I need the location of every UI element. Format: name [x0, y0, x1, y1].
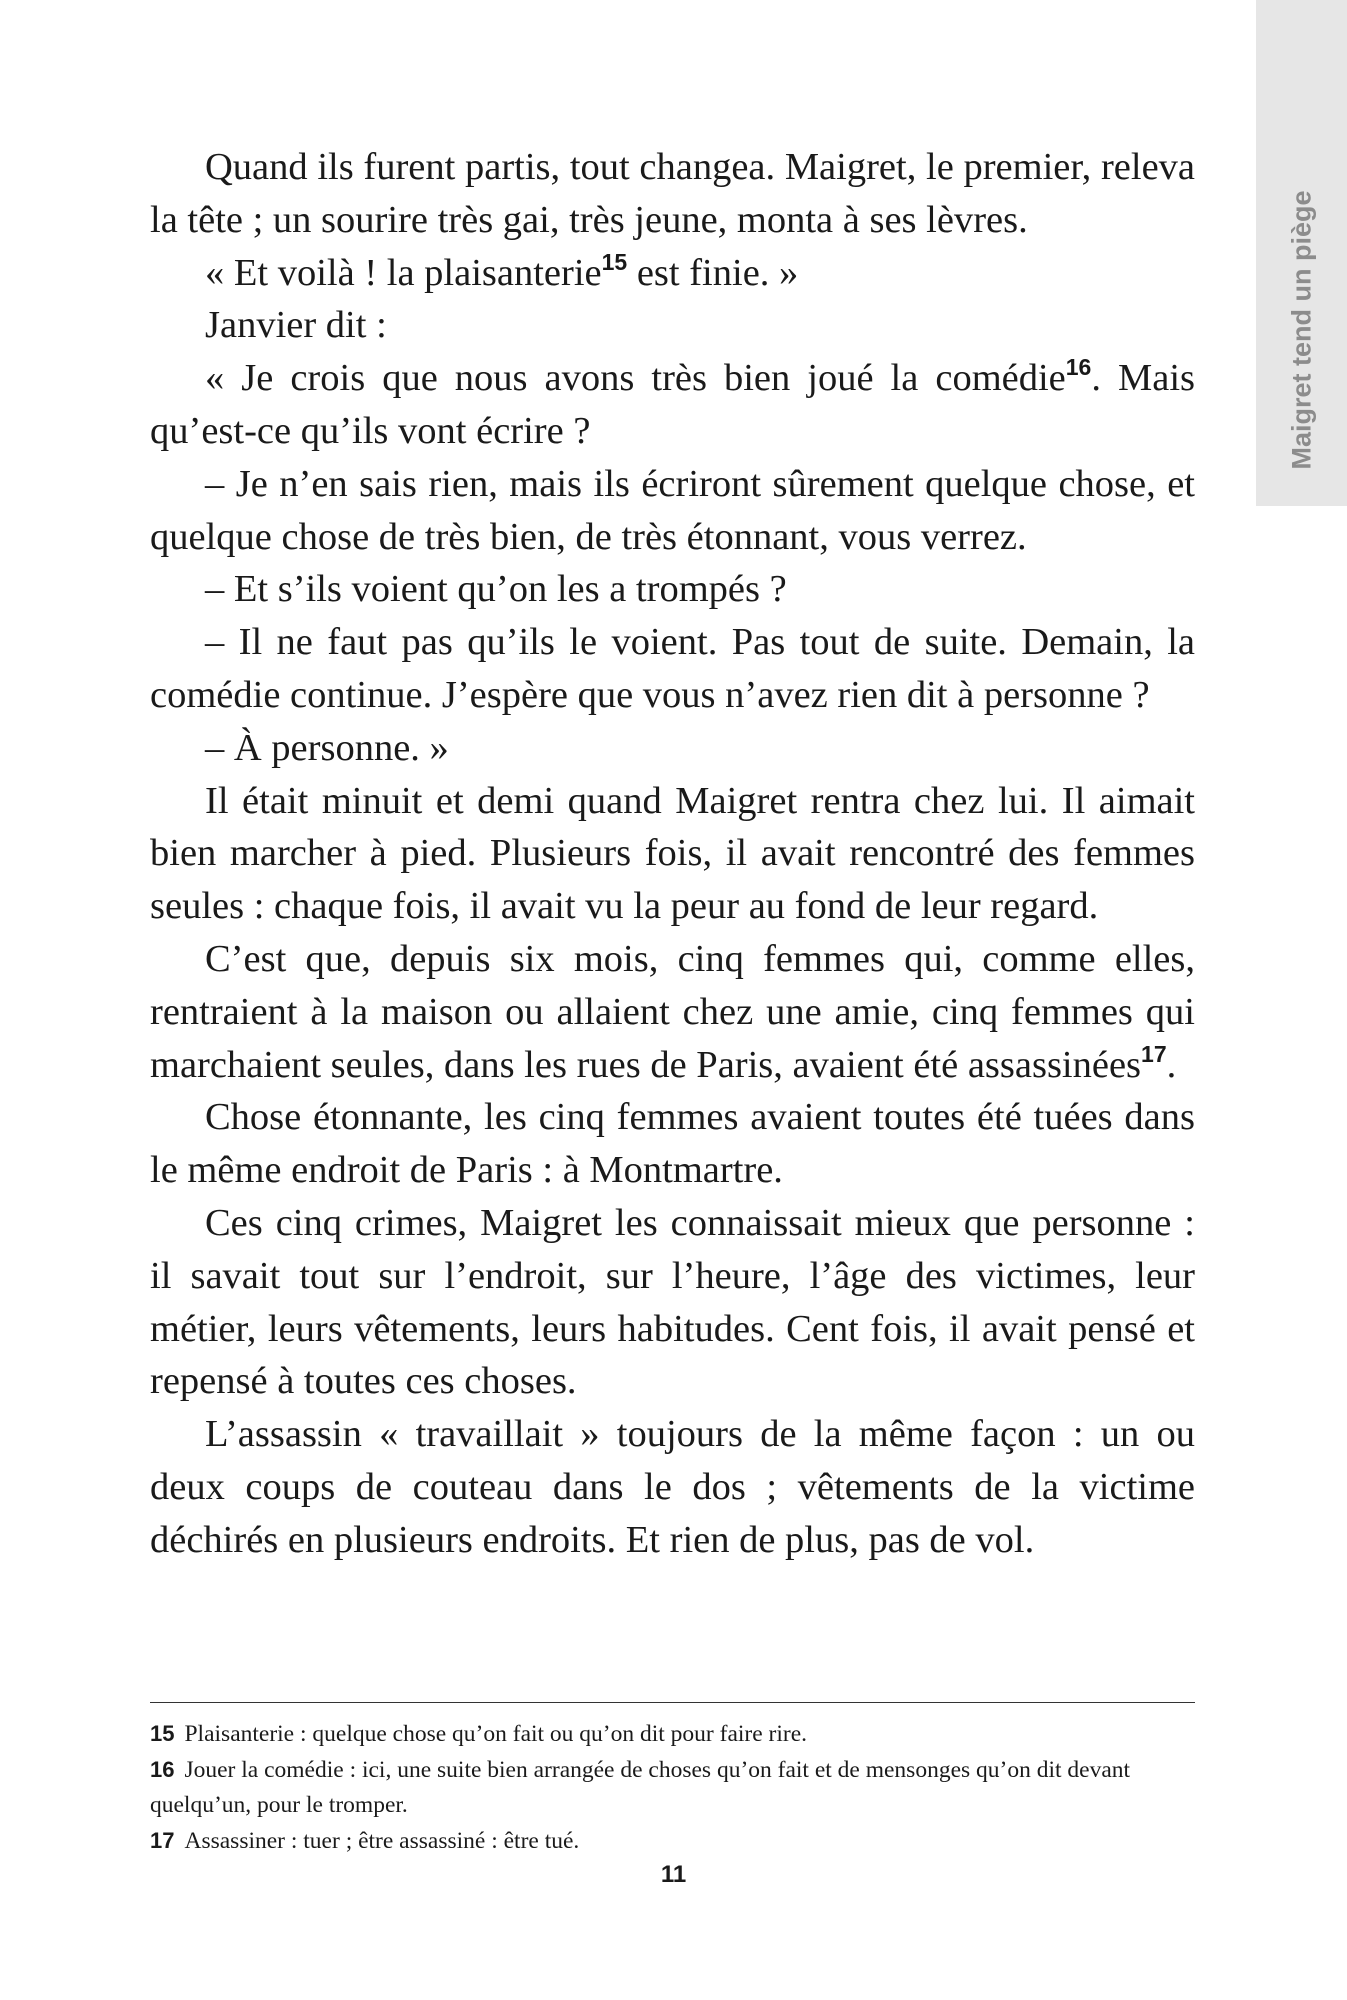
footnote-text: Assassiner : tuer ; être assassiné : être tué.: [184, 1828, 580, 1854]
paragraph: Chose étonnante, les cinq femmes avaient toutes été tuées dans le même endroit de Paris : à Montmartre.: [150, 1096, 1195, 1192]
paragraph: C’est que, depuis six mois, cinq femmes qui, comme elles, rentraient à la maison ou allaient chez une amie, cinq femmes qui marchaient seules, dans les rues de Paris, avaient été assassinées$^{17}$.: [150, 937, 1195, 1086]
paragraph: Ces cinq crimes, Maigret les connaissait mieux que personne : il savait tout sur l’endroit, sur l’heure, l’âge des victimes, leur métier, leurs vêtements, leurs habitudes. Cent fois, il avait pensé et repensé à toutes ces choses.: [150, 1201, 1195, 1403]
paragraph: Quand ils furent partis, tout changea. Maigret, le premier, releva la tête ; un sourire très gai, très jeune, monta à ses lèvres.: [150, 146, 1195, 241]
footnote-ref: 17: [1141, 1040, 1167, 1067]
page-number: 11: [660, 1861, 687, 1888]
body-text: [150, 141, 1195, 1567]
paragraph: Il était minuit et demi quand Maigret rentra chez lui. Il aimait bien marcher à pied. Plusieurs fois, il avait rencontré des femmes seules : chaque fois, il avait vu la peur au fond de leur regard.: [150, 779, 1195, 928]
footnote-number: 15: [150, 1721, 175, 1746]
paragraph: – Je n’en sais rien, mais ils écriront sûrement quelque chose, et quelque chose de très bien, de très étonnant, vous verrez.: [150, 462, 1195, 558]
paragraph: – Il ne faut pas qu’ils le voient. Pas tout de suite. Demain, la comédie continue. J’espère que vous n’avez rien dit à personne ?: [150, 621, 1195, 716]
footnote-ref: 15: [601, 248, 628, 275]
paragraph: – À personne. »: [205, 726, 449, 769]
paragraph: – Et s’ils voient qu’on les a trompés ?: [205, 568, 787, 611]
footnote-divider: [150, 1702, 1195, 1703]
footnote-ref: 16: [1065, 354, 1092, 381]
footnote-item: [150, 1823, 1195, 1859]
footnote-text: Jouer la comédie : ici, une suite bien arrangée de choses qu’on fait et de mensonges qu’on dit devant quelqu’un, pour le tromper.: [150, 1757, 1131, 1818]
footnote-item: [150, 1716, 1195, 1752]
paragraph: « Je crois que nous avons très bien joué la comédie$^{16}$. Mais qu’est-ce qu’ils vont écrire ?: [150, 354, 1195, 452]
footnote-item: [150, 1752, 1195, 1823]
paragraph: « Et voilà ! la plaisanterie$^{15}$ est finie. »: [205, 248, 799, 294]
footnote-number: 16: [150, 1757, 175, 1782]
chapter-title-vertical: Maigret tend un piège: [1286, 190, 1317, 470]
footnote-number: 17: [150, 1828, 175, 1853]
paragraph: Janvier dit :: [205, 304, 387, 347]
paragraph: L’assassin « travaillait » toujours de la même façon : un ou deux coups de couteau dans le dos ; vêtements de la victime déchirés en plusieurs endroits. Et rien de plus, pas de vol.: [150, 1413, 1195, 1561]
footnotes: [150, 1716, 1195, 1859]
footnote-text: Plaisanterie : quelque chose qu’on fait ou qu’on dit pour faire rire.: [184, 1721, 808, 1747]
